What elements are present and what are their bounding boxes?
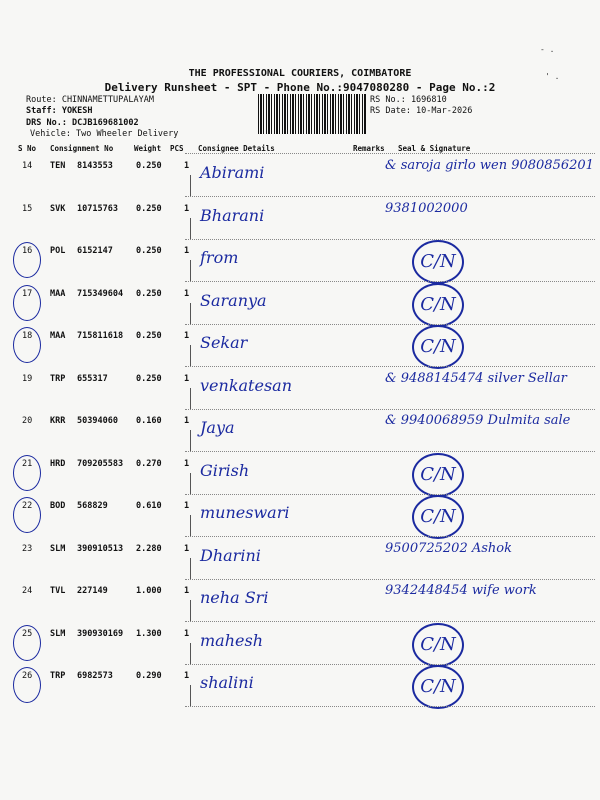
consignment-number: 227149 <box>77 586 108 596</box>
rs-date: RS Date: 10-Mar-2026 <box>370 106 473 116</box>
pieces-count: 1 <box>184 586 190 596</box>
consignment-number: 655317 <box>77 373 108 384</box>
col-weight: Weight <box>134 144 162 153</box>
handwritten-remark: 9342448454 wife work <box>385 583 537 598</box>
serial-number: 20 <box>22 416 33 426</box>
consignment-number: 715811618 <box>77 331 124 341</box>
consignment-number: 709205583 <box>77 458 124 469</box>
consignee-name: Bharani <box>200 205 265 225</box>
row-separator <box>185 706 595 707</box>
weight-value: 0.160 <box>136 416 162 426</box>
drs-number: DRS No.: DCJB169681002 <box>26 118 139 128</box>
consignment-number: 6982573 <box>77 671 113 681</box>
row-divider <box>190 473 191 495</box>
row-divider <box>190 175 191 197</box>
staff-label: Staff: YOKESH <box>26 106 93 116</box>
rs-number: RS No.: 1696810 <box>370 95 447 105</box>
serial-number: 15 <box>22 203 33 214</box>
weight-value: 2.280 <box>136 543 162 554</box>
company-title: THE PROFESSIONAL COURIERS, COIMBATORE <box>188 68 412 79</box>
pieces-count: 1 <box>184 501 190 511</box>
consignment-prefix: SLM <box>50 543 66 554</box>
weight-value: 0.250 <box>136 288 162 299</box>
pieces-count: 1 <box>184 161 190 171</box>
col-pcs: PCS <box>170 144 184 153</box>
serial-number: 25 <box>22 628 33 639</box>
consignment-prefix: TRP <box>50 671 66 681</box>
col-sno: S No <box>18 144 37 153</box>
row-divider <box>190 430 191 452</box>
pieces-count: 1 <box>184 373 190 384</box>
row-divider <box>190 345 191 367</box>
table-row <box>0 623 600 665</box>
consignment-number: 10715763 <box>77 203 118 214</box>
consignment-prefix: KRR <box>50 416 66 426</box>
consignment-prefix: SLM <box>50 628 66 639</box>
handwritten-remark: 9500725202 Ashok <box>385 540 512 556</box>
table-row <box>0 368 600 410</box>
serial-number: 19 <box>22 373 33 384</box>
handwritten-remark: & 9940068959 Dulmita sale <box>385 413 571 428</box>
cn-seal-stamp: C/N <box>412 623 464 667</box>
weight-value: 0.250 <box>136 331 162 341</box>
table-row <box>0 198 600 240</box>
row-divider <box>190 600 191 622</box>
consignment-number: 50394060 <box>77 416 118 426</box>
serial-number: 16 <box>22 246 33 256</box>
consignment-number: 390930169 <box>77 628 124 639</box>
consignment-prefix: TVL <box>50 586 66 596</box>
table-row <box>0 538 600 580</box>
col-remarks: Remarks <box>353 144 385 153</box>
table-row <box>0 155 600 197</box>
pieces-count: 1 <box>184 246 190 256</box>
consignment-prefix: TRP <box>50 373 66 384</box>
vehicle-label: Vehicle: Two Wheeler Delivery <box>30 129 179 139</box>
serial-number: 24 <box>22 586 33 596</box>
table-row <box>0 325 600 367</box>
handwritten-remark: 9381002000 <box>385 200 468 216</box>
handwritten-remark: & 9488145474 silver Sellar <box>385 370 567 386</box>
consignment-prefix: HRD <box>50 458 66 469</box>
pieces-count: 1 <box>184 543 190 554</box>
weight-value: 0.250 <box>136 373 162 384</box>
corner-mark: ' . <box>545 72 560 81</box>
cn-seal-stamp: C/N <box>412 495 464 539</box>
serial-number: 21 <box>22 458 33 469</box>
cn-seal-stamp: C/N <box>412 453 464 497</box>
consignment-prefix: SVK <box>50 203 66 214</box>
consignee-name: muneswari <box>200 503 290 522</box>
weight-value: 1.000 <box>136 586 162 596</box>
consignment-prefix: MAA <box>50 288 66 299</box>
pieces-count: 1 <box>184 416 190 426</box>
consignment-prefix: TEN <box>50 161 66 171</box>
consignment-prefix: MAA <box>50 331 66 341</box>
consignment-number: 568829 <box>77 501 108 511</box>
serial-number: 22 <box>22 501 33 511</box>
consignee-name: mahesh <box>200 630 263 650</box>
consignee-name: Saranya <box>200 290 267 310</box>
barcode <box>258 94 366 134</box>
col-seal: Seal & Signature <box>398 144 471 153</box>
weight-value: 1.300 <box>136 628 162 639</box>
weight-value: 0.610 <box>136 501 162 511</box>
runsheet-title: Delivery Runsheet - SPT - Phone No.:9047080280 - Page No.:2 <box>104 81 496 94</box>
consignee-name: neha Sri <box>200 588 269 607</box>
weight-value: 0.250 <box>136 203 162 214</box>
consignee-name: Abirami <box>200 163 265 182</box>
consignee-name: Sekar <box>200 333 248 352</box>
row-divider <box>190 260 191 282</box>
table-row <box>0 240 600 282</box>
pieces-count: 1 <box>184 628 190 639</box>
consignee-name: from <box>200 248 239 267</box>
pieces-count: 1 <box>184 671 190 681</box>
table-row <box>0 410 600 452</box>
route-label: Route: CHINNAMETTUPALAYAM <box>26 95 154 105</box>
consignment-number: 390910513 <box>77 543 124 554</box>
pieces-count: 1 <box>184 331 190 341</box>
table-row <box>0 665 600 707</box>
weight-value: 0.270 <box>136 458 162 469</box>
serial-number: 17 <box>22 288 33 299</box>
consignment-number: 715349604 <box>77 288 124 299</box>
consignment-number: 8143553 <box>77 161 113 171</box>
consignee-name: shalini <box>200 673 254 692</box>
cn-seal-stamp: C/N <box>412 325 464 369</box>
col-consignment: Consignment No <box>50 144 114 153</box>
row-divider <box>190 388 191 410</box>
weight-value: 0.290 <box>136 671 162 681</box>
consignee-name: Jaya <box>200 418 235 437</box>
serial-number: 14 <box>22 161 33 171</box>
consignment-prefix: BOD <box>50 501 66 511</box>
col-consignee: Consignee Details <box>198 144 275 153</box>
pieces-count: 1 <box>184 288 190 299</box>
table-row <box>0 580 600 622</box>
table-row <box>0 495 600 537</box>
serial-number: 23 <box>22 543 33 554</box>
serial-number: 26 <box>22 671 33 681</box>
cn-seal-stamp: C/N <box>412 283 464 327</box>
weight-value: 0.250 <box>136 161 162 171</box>
row-divider <box>190 303 191 325</box>
row-divider <box>190 515 191 537</box>
row-divider <box>190 643 191 665</box>
consignee-name: Dharini <box>200 545 261 565</box>
corner-mark: - . <box>540 45 555 54</box>
table-row <box>0 283 600 325</box>
table-row <box>0 453 600 495</box>
pieces-count: 1 <box>184 458 190 469</box>
consignee-name: venkatesan <box>200 375 292 395</box>
cn-seal-stamp: C/N <box>412 665 464 709</box>
row-divider <box>190 218 191 240</box>
cn-seal-stamp: C/N <box>412 240 464 284</box>
handwritten-remark: & saroja girlo wen 9080856201 <box>385 158 594 173</box>
weight-value: 0.250 <box>136 246 162 256</box>
consignment-number: 6152147 <box>77 246 113 256</box>
serial-number: 18 <box>22 331 33 341</box>
consignment-prefix: POL <box>50 246 66 256</box>
pieces-count: 1 <box>184 203 190 214</box>
consignee-name: Girish <box>200 460 250 480</box>
row-divider <box>190 685 191 707</box>
row-divider <box>190 558 191 580</box>
header-divider <box>185 153 595 154</box>
